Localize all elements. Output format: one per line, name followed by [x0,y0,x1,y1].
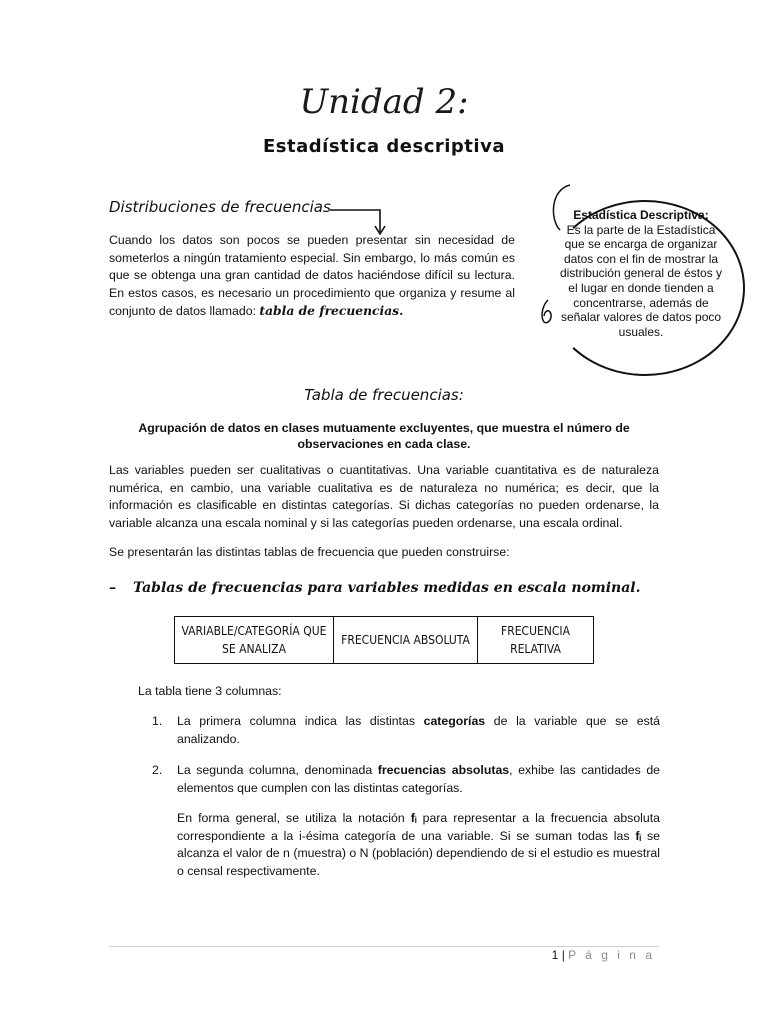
tables-intro: Se presentarán las distintas tablas de frecuencia que pueden construirse: [109,545,510,559]
table-header-cell: VARIABLE/CATEGORÍA QUE SE ANALIZA [175,617,334,664]
list-item-paragraph: En forma general, se utiliza la notación fᵢ para representar a la frecuencia absoluta correspondiente a la i-ésima categoría de una variable. Si se suman todas las fᵢ se alcanza el valor de n (muestra) o N (población) dependiendo de si el estudio es muestral o censal respectivamente. [177,811,660,878]
page-subtitle: Estadística descriptiva [263,136,505,157]
note-title: Estadística Descriptiva: [573,208,709,222]
page-label: P á g i n a [568,948,655,962]
highlight-tabla-frecuencias: tabla de frecuencias. [259,303,404,318]
table-header-row [175,617,594,664]
intro-paragraph: Cuando los datos son pocos se pueden presentar sin necesidad de someterlos a ningún tratamiento especial. Sin embargo, lo más común es que se obtenga una gran cantidad de datos haciéndose difícil su lectura. En estos casos, es necesario un procedimiento que organiza y resume al conjunto de datos llamado: tabla de frecuencias. [109,233,515,318]
note-text [556,208,726,339]
list-lead: La tabla tiene 3 columnas: [138,684,282,698]
section-heading-tabla: Tabla de frecuencias: [304,386,464,404]
frequency-table [174,616,594,664]
page-number: 1 [551,948,559,962]
variables-paragraph: Las variables pueden ser cualitativas o cuantitativas. Una variable cuantitativa es de naturaleza numérica, en cambio, una variable cualitativa es de naturaleza no numérica; es decir, que la información es clasificable en distintas categorías. Si dichas categorías no pueden ordenarse, la variable alcanza una escala nominal y si las categorías pueden ordenarse, una escala ordinal. [109,463,659,530]
footer-divider [109,946,659,947]
bullet-item [109,580,669,596]
list-item: 1. La primera columna indica las distintas categorías de la variable que se está analizando. [152,714,660,746]
table-header-cell: FRECUENCIA ABSOLUTA [334,617,478,664]
section-heading-distribuciones: Distribuciones de frecuencias [109,198,331,216]
unit-title: Unidad 2: [299,82,469,122]
bullet-dash: – [109,580,116,596]
table-header-cell: FRECUENCIA RELATIVA [478,617,594,664]
list-item: 2. La segunda columna, denominada frecuencias absolutas, exhibe las cantidades de elementos que cumplen con las distintas categorías. [152,763,661,795]
bullet-text: Tablas de frecuencias para variables medidas en escala nominal. [133,580,641,596]
note-body: Es la parte de la Estadística que se encarga de organizar datos con el fin de mostrar la distribución general de éstos y el lugar en donde tienden a concentrarse, además de señalar valores de datos poco usuales. [559,222,723,339]
page-footer: 1 | P á g i n a [551,948,655,962]
definition-text: Agrupación de datos en clases mutuamente excluyentes, que muestra el número de observaciones en cada clase. [138,421,630,451]
